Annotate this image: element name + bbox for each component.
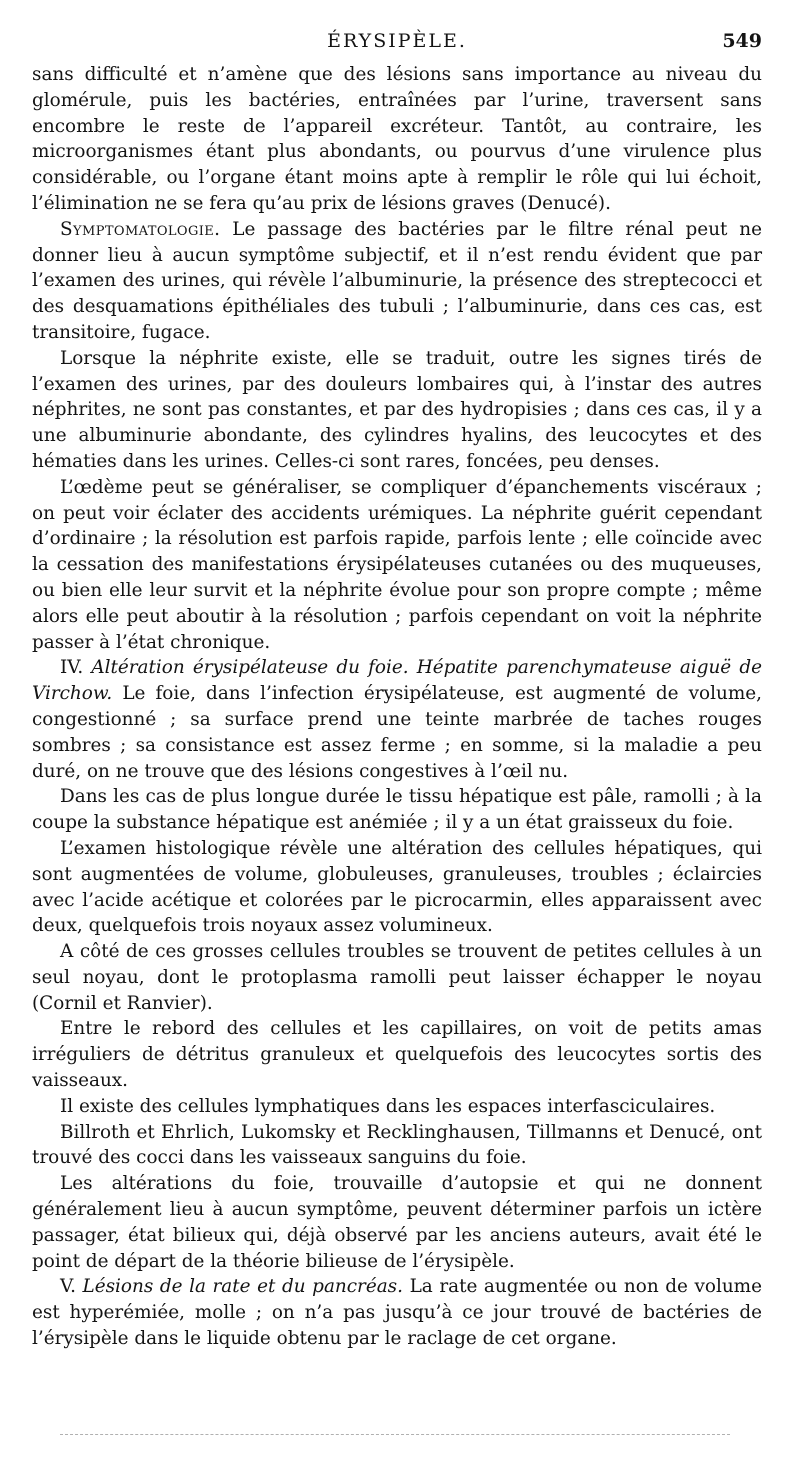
section-heading: Lésions de la rate et du pancréas. xyxy=(82,1276,403,1298)
footer-rule xyxy=(60,1434,730,1435)
paragraph-text: Les altérations du foie, trouvaille d’autopsie et qui ne donnent généralement lieu à aucun symptôme, peuvent déterminer parfois un ictère passager, état bilieux qui, déjà observé par les anciens auteurs, avait été le point de départ de la théorie bilieuse de l’érysipèle. xyxy=(32,1173,762,1272)
paragraph-section-v xyxy=(32,1274,762,1351)
section-number: V. xyxy=(60,1276,83,1298)
paragraph-oedeme xyxy=(32,475,762,656)
paragraph-text: sans difficulté et n’amène que des lésions sans importance au niveau du glomérule, puis les bactéries, entraînées par l’urine, traversent sans encombre le reste de l’appareil excréteur. Tantôt, au contraire, les microorganismes étant plus abondants, ou pourvus d’une virulence plus considérable, ou l’organe étant moins apte à remplir le rôle qui lui échoit, l’élimination ne se fera qu’au prix de lésions graves (Denucé). xyxy=(32,64,762,214)
paragraph-nephrite xyxy=(32,346,762,475)
paragraph-text: Le foie, dans l’infection érysipélateuse, est augmenté de volume, congestionné ; sa surface prend une teinte marbrée de taches rouges sombres ; sa consistance est assez ferme ; en somme, si la maladie a peu duré, on ne trouve que des lésions congestives à l’œil nu. xyxy=(32,683,762,782)
paragraph-continuation xyxy=(32,62,762,217)
paragraph-longue-duree xyxy=(32,784,762,836)
paragraph-text: Le passage des bactéries par le filtre rénal peut ne donner lieu à aucun symptôme subjectif, et il n’est rendu évident que par l’examen des urines, qui révèle l’albuminurie, la présence des streptecocci et des desquamations épithéliales des tubuli ; l’albuminurie, dans ces cas, est transitoire, fugace. xyxy=(32,218,762,343)
paragraph-text: L’œdème peut se généraliser, se compliquer d’épanchements viscéraux ; on peut voir éclater des accidents urémiques. La néphrite guérit cependant d’ordinaire ; la résolution est parfois rapide, parfois lente ; elle coïncide avec la cessation des manifestations érysipélateuses cutanées ou des muqueuses, ou bien elle leur survit et la néphrite évolue pour son propre compte ; même alors elle peut aboutir à la résolution ; parfois cependant on voit la néphrite passer à l’état chronique. xyxy=(32,476,762,653)
page-number: 549 xyxy=(722,30,762,52)
paragraph-text: L’examen histologique révèle une altération des cellules hépatiques, qui sont augmentées de volume, globuleuses, granuleuses, troubles ; éclaircies avec l’acide acétique et colorées par le picrocarmin, elles apparaissent avec deux, quelquefois trois noyaux assez volumineux. xyxy=(32,837,762,937)
paragraph-text: Billroth et Ehrlich, Lukomsky et Recklinghausen, Tillmanns et Denucé, ont trouvé des cocci dans les vaisseaux sanguins du foie. xyxy=(32,1121,762,1169)
running-header xyxy=(32,30,762,60)
paragraph-text: La rate augmentée ou non de volume est hyperémiée, molle ; on n’a pas jusqu’à ce jour trouvé de bactéries de l’érysipèle dans le liquide obtenu par le raclage de cet organe. xyxy=(32,1276,762,1350)
paragraph-cellules-troubles xyxy=(32,939,762,1016)
paragraph-lymphatiques xyxy=(32,1094,762,1120)
paragraph-alterations-foie xyxy=(32,1171,762,1274)
paragraph-histologie xyxy=(32,836,762,939)
paragraph-capillaires xyxy=(32,1016,762,1093)
section-heading: Symptomatologie. xyxy=(60,218,221,240)
paragraph-text: A côté de ces grosses cellules troubles se trouvent de petites cellules à un seul noyau, dont le protoplasma ramolli peut laisser échapper le noyau (Cornil et Ranvier). xyxy=(32,941,762,1014)
paragraph-text: Lorsque la néphrite existe, elle se traduit, outre les signes tirés de l’examen des urines, par des douleurs lombaires qui, à l’instar des autres néphrites, ne sont pas constantes, et par des hydropisies ; dans ces cas, il y a une albuminurie abondante, des cylindres hyalins, des leucocytes et des hématies dans les urines. Celles-ci sont rares, foncées, peu denses. xyxy=(32,347,762,472)
paragraph-section-iv xyxy=(32,655,762,784)
section-number: IV. xyxy=(60,657,92,679)
paragraph-text: Dans les cas de plus longue durée le tissu hépatique est pâle, ramolli ; à la coupe la substance hépatique est anémiée ; il y a un état graisseux du foie. xyxy=(32,786,762,834)
paragraph-symptomatologie xyxy=(32,217,762,346)
section-heading: Altération érysipélateuse du foie. Hépatite parenchymateuse aiguë de Virchow. xyxy=(32,657,762,705)
paragraph-text: Entre le rebord des cellules et les capillaires, on voit de petits amas irréguliers de détritus granuleux et quelquefois des leucocytes sortis des vaisseaux. xyxy=(32,1018,762,1092)
paragraph-auteurs xyxy=(32,1120,762,1172)
body-text xyxy=(32,62,762,1352)
paragraph-text: Il existe des cellules lymphatiques dans les espaces interfasciculaires. xyxy=(60,1095,716,1117)
running-title: ÉRYSIPÈLE. xyxy=(327,30,467,52)
